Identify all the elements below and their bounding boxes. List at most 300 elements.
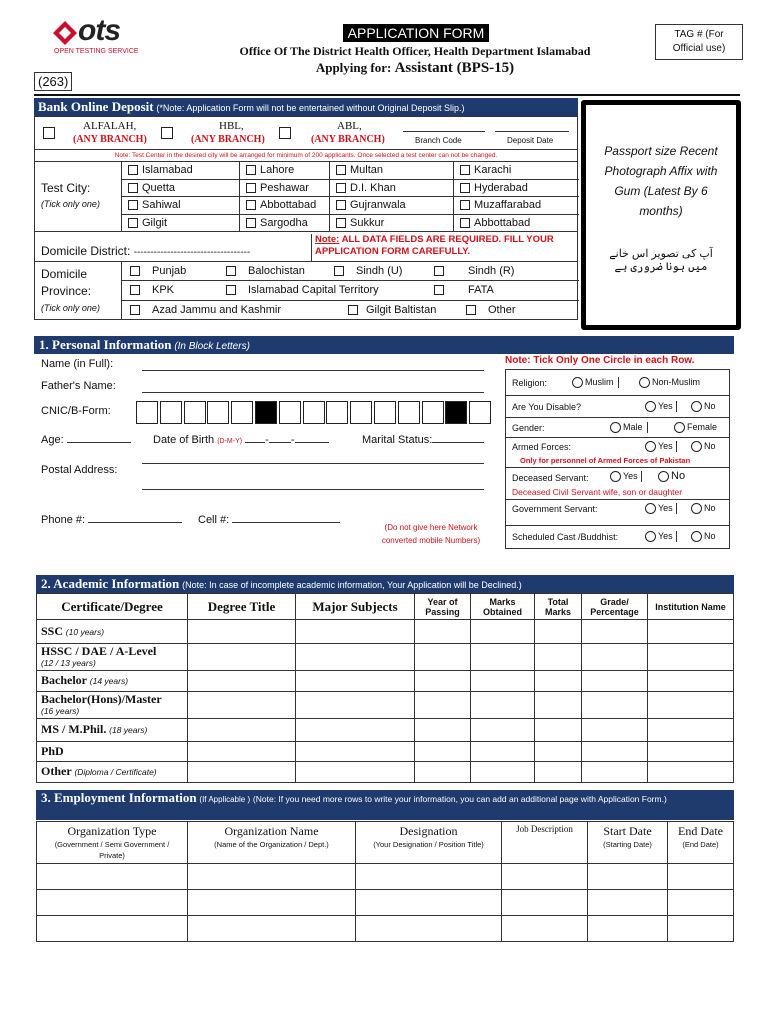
punjab-checkbox[interactable] [130, 266, 140, 276]
academic-level-years: (12 / 13 years) [41, 657, 96, 668]
logo-subtitle: OPEN TESTING SERVICE [54, 48, 139, 55]
academic-row [37, 692, 734, 719]
postal-field-1[interactable] [142, 463, 484, 464]
muslim-label: Muslim [585, 377, 614, 387]
employment-cell[interactable] [588, 916, 668, 942]
academic-cell[interactable] [296, 620, 415, 644]
employment-col-title: Job Description [516, 824, 573, 834]
ots-logo [52, 14, 162, 60]
province-label-2: Province: [41, 284, 92, 298]
disable-row [506, 396, 729, 418]
cell-label: Cell #: [198, 514, 230, 526]
govt-row [506, 500, 729, 526]
city-checkbox[interactable] [128, 183, 138, 193]
city-label: Abbottabad [260, 199, 317, 211]
hbl-name: HBL, [219, 120, 244, 132]
photo-box [581, 100, 741, 330]
employment-cell[interactable] [188, 890, 356, 916]
employment-cell[interactable] [502, 864, 588, 890]
cnic-separator [445, 401, 467, 424]
city-option[interactable] [121, 180, 239, 198]
employment-cell[interactable] [188, 916, 356, 942]
cnic-digit-box[interactable] [398, 401, 420, 424]
city-checkbox[interactable] [246, 183, 256, 193]
city-checkbox[interactable] [246, 218, 256, 228]
age-row [41, 434, 131, 446]
employment-cell[interactable] [188, 864, 356, 890]
age-label: Age: [41, 434, 64, 446]
academic-level-name: HSSC / DAE / A-Level [41, 643, 157, 658]
branch-code-field[interactable] [403, 131, 485, 132]
city-option[interactable] [453, 180, 579, 198]
city-checkbox[interactable] [460, 183, 470, 193]
gb-label: Gilgit Baltistan [366, 304, 437, 316]
employment-row [37, 864, 734, 890]
academic-cell[interactable] [648, 620, 734, 644]
city-label: Lahore [260, 164, 295, 176]
province-ict[interactable] [226, 281, 379, 300]
city-label: Peshawar [260, 181, 309, 194]
employment-table [36, 821, 734, 942]
city-option[interactable] [329, 215, 453, 233]
academic-cell[interactable] [471, 620, 535, 644]
academic-cell[interactable] [415, 671, 471, 692]
province-fata[interactable] [434, 281, 494, 300]
hbl-branch: (ANY BRANCH) [191, 134, 265, 145]
other-label: Other [488, 304, 516, 316]
ajk-checkbox[interactable] [130, 305, 140, 315]
city-option[interactable] [121, 162, 239, 180]
province-punjab[interactable] [130, 262, 186, 280]
academic-cell[interactable] [471, 644, 535, 671]
academic-body [37, 620, 734, 783]
city-option[interactable] [329, 162, 453, 180]
city-checkbox[interactable] [460, 165, 470, 175]
city-checkbox[interactable] [246, 200, 256, 210]
employment-col-sub: (Your Designation / Position Title) [373, 840, 484, 849]
academic-level-name: Bachelor [41, 673, 87, 687]
sindh-r-label: Sindh (R) [468, 265, 515, 277]
gender-row [506, 418, 729, 438]
scheduled-yes-label: Yes [658, 531, 673, 541]
academic-cell[interactable] [188, 692, 296, 719]
province-sindh-r[interactable] [434, 262, 514, 280]
city-checkbox[interactable] [128, 200, 138, 210]
employment-col-sub: (Starting Date) [603, 840, 652, 849]
applying-post: Assistant (BPS-15) [394, 60, 515, 76]
academic-cell[interactable] [471, 671, 535, 692]
academic-cell[interactable] [582, 620, 648, 644]
city-label: Sahiwal [142, 199, 181, 211]
required-note-text: ALL DATA FIELDS ARE REQUIRED. FILL YOUR APPLICATION FORM CAREFULLY. [315, 234, 554, 257]
employment-cell[interactable] [588, 890, 668, 916]
city-option[interactable] [329, 180, 453, 198]
academic-cell[interactable] [188, 644, 296, 671]
academic-row [37, 762, 734, 783]
employment-cell[interactable] [668, 890, 734, 916]
province-other[interactable] [466, 301, 516, 319]
deceased-yes[interactable] [610, 471, 642, 482]
phone-field[interactable] [88, 522, 182, 523]
academic-cell[interactable] [471, 742, 535, 762]
name-field[interactable] [142, 370, 484, 371]
academic-cell[interactable] [648, 719, 734, 742]
scheduled-no-radio[interactable] [691, 531, 702, 542]
academic-table [36, 593, 734, 783]
city-checkbox[interactable] [336, 183, 346, 193]
marital-row [362, 434, 484, 446]
disable-no-radio[interactable] [691, 401, 702, 412]
province-kpk[interactable] [130, 281, 174, 300]
academic-cell[interactable] [188, 719, 296, 742]
cell-field[interactable] [232, 522, 340, 523]
ict-checkbox[interactable] [226, 285, 236, 295]
domicile-district-row [34, 232, 578, 262]
abl-name: ABL, [337, 120, 362, 132]
postal-field-2[interactable] [142, 489, 484, 490]
cnic-digit-box[interactable] [303, 401, 325, 424]
employment-row [37, 916, 734, 942]
city-checkbox[interactable] [460, 218, 470, 228]
balochistan-checkbox[interactable] [226, 266, 236, 276]
academic-row [37, 671, 734, 692]
dob-year[interactable] [295, 442, 329, 443]
armed-no-radio[interactable] [691, 441, 702, 452]
employment-col [502, 822, 588, 864]
employment-head [37, 822, 734, 864]
personal-title: 1. Personal Information [39, 337, 172, 352]
province-row-2 [121, 281, 579, 301]
armed-no[interactable] [691, 441, 716, 452]
religion-muslim[interactable] [572, 377, 619, 388]
cnic-separator [255, 401, 277, 424]
province-sindh-u[interactable] [334, 262, 402, 280]
academic-level-name: Bachelor(Hons)/Master [41, 691, 162, 706]
cnic-digit-box[interactable] [350, 401, 372, 424]
city-checkbox[interactable] [128, 218, 138, 228]
non-muslim-radio[interactable] [639, 377, 650, 388]
deposit-date-label: Deposit Date [507, 136, 554, 145]
city-checkbox[interactable] [336, 218, 346, 228]
employment-col-title: Designation [399, 824, 458, 838]
other-checkbox[interactable] [466, 305, 476, 315]
city-label: Gilgit [142, 216, 168, 229]
cell-row [198, 514, 340, 526]
academic-cell[interactable] [296, 742, 415, 762]
cnic-digit-box[interactable] [136, 401, 158, 424]
academic-cell[interactable] [471, 719, 535, 742]
sindh-r-checkbox[interactable] [434, 266, 444, 276]
city-label: Gujranwala [350, 199, 406, 211]
male-radio[interactable] [610, 422, 621, 433]
bank-row [34, 116, 578, 150]
marital-field[interactable] [432, 442, 484, 443]
kpk-checkbox[interactable] [130, 285, 140, 295]
employment-col-title: Organization Type [67, 824, 157, 838]
employment-col [588, 822, 668, 864]
cnic-digit-box[interactable] [160, 401, 182, 424]
applying-line [250, 60, 580, 77]
cnic-digit-box[interactable] [422, 401, 444, 424]
academic-row [37, 644, 734, 671]
city-option[interactable] [453, 162, 579, 180]
academic-level [37, 719, 188, 742]
deposit-date-field[interactable] [495, 131, 569, 132]
male-label: Male [623, 422, 643, 432]
district-field[interactable]: ----------------------------------- [133, 247, 251, 258]
employment-col [356, 822, 502, 864]
employment-applicable: (If Applicable ) [199, 795, 251, 804]
academic-level [37, 762, 188, 783]
academic-level-years: (18 years) [109, 725, 148, 735]
academic-cell[interactable] [415, 644, 471, 671]
employment-cell[interactable] [37, 864, 188, 890]
academic-row [37, 620, 734, 644]
city-label: Quetta [142, 181, 176, 194]
scheduled-no[interactable] [691, 531, 716, 542]
province-ajk[interactable] [130, 301, 281, 319]
academic-cell[interactable] [582, 762, 648, 783]
academic-cell[interactable] [535, 692, 582, 719]
academic-cell[interactable] [415, 719, 471, 742]
ict-label: Islamabad Capital Territory [248, 284, 379, 296]
city-option[interactable] [239, 180, 329, 198]
academic-cell[interactable] [582, 742, 648, 762]
center-note: Note: Test Center in the desired city will be arranged for minimum of 200 applicants. Once selected a test center can not be changed. [34, 150, 578, 162]
employment-cell[interactable] [37, 916, 188, 942]
employment-cell[interactable] [37, 890, 188, 916]
cnic-digit-box[interactable] [207, 401, 229, 424]
father-field[interactable] [142, 392, 484, 393]
academic-cell[interactable] [296, 719, 415, 742]
dob-day[interactable] [245, 442, 265, 443]
city-option[interactable] [329, 197, 453, 215]
city-checkbox[interactable] [460, 200, 470, 210]
academic-level [37, 742, 188, 762]
balochistan-label: Balochistan [248, 265, 305, 277]
district-label-text: Domicile District: [41, 244, 131, 258]
academic-cell[interactable] [415, 692, 471, 719]
armed-note: Only for personnel of Armed Forces of Pakistan [520, 456, 691, 465]
deceased-yes-radio[interactable] [610, 471, 621, 482]
female-radio[interactable] [674, 422, 685, 433]
disable-no[interactable] [691, 401, 716, 412]
col-degree-title: Degree Title [188, 594, 296, 620]
armed-no-label: No [704, 441, 716, 451]
academic-cell[interactable] [535, 762, 582, 783]
scheduled-no-label: No [704, 531, 716, 541]
academic-cell[interactable] [535, 644, 582, 671]
employment-col-sub: (Name of the Organization / Dept.) [214, 840, 329, 849]
employment-cell[interactable] [502, 890, 588, 916]
col-certificate: Certificate/Degree [37, 594, 188, 620]
academic-cell[interactable] [648, 762, 734, 783]
bank-header [34, 98, 578, 116]
employment-row [37, 890, 734, 916]
kpk-label: KPK [152, 284, 175, 296]
test-city-label: Test City: [41, 181, 91, 195]
academic-cell[interactable] [582, 692, 648, 719]
govt-no-radio[interactable] [691, 503, 702, 514]
ots-logo-icon [52, 20, 78, 48]
employment-cell[interactable] [668, 916, 734, 942]
disable-yes[interactable] [645, 401, 677, 412]
academic-cell[interactable] [188, 620, 296, 644]
govt-yes-radio[interactable] [645, 503, 656, 514]
abl-checkbox[interactable] [279, 127, 291, 139]
deceased-no[interactable] [658, 470, 685, 482]
col-total-marks: Total Marks [535, 594, 582, 620]
city-option[interactable] [453, 215, 579, 233]
academic-cell[interactable] [296, 692, 415, 719]
postal-label: Postal Address: [41, 464, 118, 476]
employment-cell[interactable] [356, 864, 502, 890]
city-label: D.I. Khan [350, 181, 396, 194]
province-balochistan[interactable] [226, 262, 305, 280]
academic-cell[interactable] [535, 742, 582, 762]
academic-cell[interactable] [415, 762, 471, 783]
photo-instructions: Passport size Recent Photograph Affix with Gum (Latest By 6 months) [604, 144, 718, 218]
academic-cell[interactable] [471, 692, 535, 719]
employment-col-title: End Date [678, 824, 723, 838]
hbl-checkbox[interactable] [161, 127, 173, 139]
academic-cell[interactable] [535, 620, 582, 644]
city-checkbox[interactable] [246, 165, 256, 175]
alfalah-checkbox[interactable] [43, 127, 55, 139]
academic-cell[interactable] [471, 762, 535, 783]
col-marks-obtained: Marks Obtained [471, 594, 535, 620]
scheduled-yes[interactable] [645, 531, 677, 542]
city-option[interactable] [121, 215, 239, 233]
scheduled-yes-radio[interactable] [645, 531, 656, 542]
city-label: Hyderabad [474, 181, 528, 194]
academic-header [36, 575, 734, 593]
age-field[interactable] [67, 442, 131, 443]
form-code: (263) [34, 72, 72, 91]
academic-cell[interactable] [415, 620, 471, 644]
academic-cell[interactable] [582, 671, 648, 692]
academic-cell[interactable] [296, 762, 415, 783]
employment-cell[interactable] [502, 916, 588, 942]
religion-non-muslim[interactable] [639, 377, 700, 388]
gb-checkbox[interactable] [348, 305, 358, 315]
bank-note: (*Note: Application Form will not be entertained without Original Deposit Slip.) [156, 103, 465, 113]
gender-female[interactable] [674, 422, 717, 433]
city-option[interactable] [453, 197, 579, 215]
govt-yes[interactable] [645, 503, 677, 514]
academic-cell[interactable] [296, 644, 415, 671]
phone-label: Phone #: [41, 514, 86, 526]
cnic-digit-box[interactable] [231, 401, 253, 424]
academic-level-name: Other [41, 764, 72, 778]
employment-col [188, 822, 356, 864]
academic-row [37, 719, 734, 742]
academic-level [37, 692, 188, 719]
cnic-digit-box[interactable] [184, 401, 206, 424]
academic-row [37, 742, 734, 762]
deceased-no-label: No [671, 470, 686, 482]
academic-cell[interactable] [648, 742, 734, 762]
academic-cell[interactable] [648, 692, 734, 719]
province-row-3 [121, 301, 579, 320]
religion-label: Religion: [512, 378, 548, 388]
cnic-digit-box[interactable] [279, 401, 301, 424]
province-gb[interactable] [348, 301, 436, 319]
armed-yes-radio[interactable] [645, 441, 656, 452]
gender-male[interactable] [610, 422, 648, 433]
academic-cell[interactable] [535, 719, 582, 742]
academic-cell[interactable] [535, 671, 582, 692]
domicile-province-section [34, 262, 578, 320]
disable-yes-radio[interactable] [645, 401, 656, 412]
academic-cell[interactable] [188, 671, 296, 692]
deceased-label: Deceased Servant: [512, 473, 589, 483]
province-label-1: Domicile [41, 267, 88, 281]
city-option[interactable] [239, 162, 329, 180]
non-muslim-label: Non-Muslim [652, 377, 701, 387]
city-label: Abbottabad [474, 216, 531, 229]
branch-code-label: Branch Code [415, 136, 462, 145]
fata-label: FATA [468, 284, 494, 296]
applying-label: Applying for: [315, 60, 392, 75]
academic-cell[interactable] [648, 644, 734, 671]
academic-cell[interactable] [415, 742, 471, 762]
personal-header [34, 336, 734, 354]
city-option[interactable] [239, 197, 329, 215]
dob-format: (D-M-Y) [217, 438, 243, 445]
cnic-digit-box[interactable] [326, 401, 348, 424]
academic-cell[interactable] [582, 719, 648, 742]
deceased-no-radio[interactable] [658, 471, 669, 482]
muslim-radio[interactable] [572, 377, 583, 388]
city-option[interactable] [239, 215, 329, 233]
city-grid [121, 162, 579, 232]
cnic-digit-box[interactable] [469, 401, 491, 424]
academic-cell[interactable] [582, 644, 648, 671]
cnic-label: CNIC/B-Form: [41, 405, 111, 417]
sindh-u-checkbox[interactable] [334, 266, 344, 276]
city-checkbox[interactable] [128, 165, 138, 175]
alfalah-branch: (ANY BRANCH) [73, 134, 147, 145]
fata-checkbox[interactable] [434, 285, 444, 295]
city-checkbox[interactable] [336, 200, 346, 210]
ajk-label: Azad Jammu and Kashmir [152, 304, 281, 316]
armed-yes[interactable] [645, 441, 677, 452]
armed-label: Armed Forces: [512, 442, 572, 452]
employment-cell[interactable] [356, 890, 502, 916]
city-label: Sukkur [350, 216, 385, 229]
academic-cell[interactable] [188, 762, 296, 783]
city-option[interactable] [121, 197, 239, 215]
disable-label: Are You Disable? [512, 402, 582, 412]
province-sub: (Tick only one) [41, 303, 100, 313]
academic-level [37, 671, 188, 692]
academic-cell[interactable] [648, 671, 734, 692]
academic-cell[interactable] [296, 671, 415, 692]
govt-no-label: No [704, 503, 716, 513]
employment-cell[interactable] [588, 864, 668, 890]
dob-month[interactable] [269, 442, 291, 443]
cnic-digit-box[interactable] [374, 401, 396, 424]
col-grade: Grade/ Percentage [582, 594, 648, 620]
employment-cell[interactable] [668, 864, 734, 890]
city-checkbox[interactable] [336, 165, 346, 175]
govt-no[interactable] [691, 503, 716, 514]
deceased-note: Deceased Civil Servant wife, son or daughter [512, 487, 683, 497]
phone-row [41, 514, 182, 526]
academic-cell[interactable] [188, 742, 296, 762]
employment-cell[interactable] [356, 916, 502, 942]
